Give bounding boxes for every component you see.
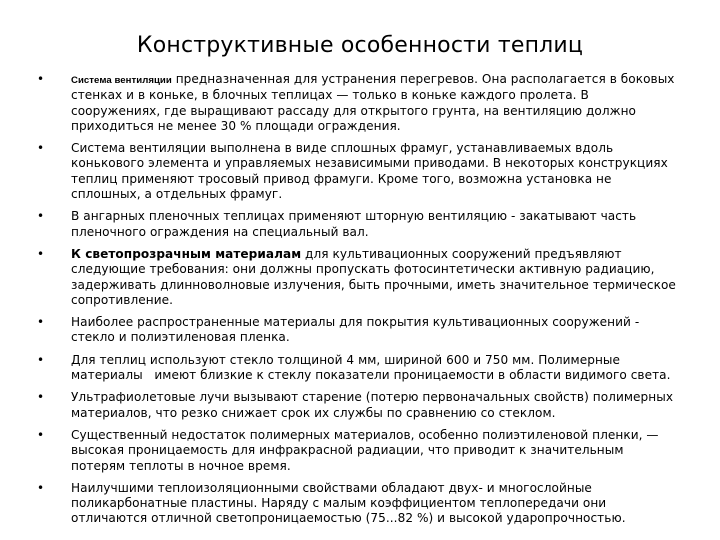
bullet-text: Наилучшими теплоизоляционными свойствами обладают двух- и многослойные поликарбонатные пластины. Наряду с малым коэффициентом теплопередачи они отличаются отличной светопроницаемостью (75...82 %) и высокой ударопрочностью.: [71, 480, 626, 526]
bullet-lead: К светопрозрачным материалам: [71, 246, 302, 261]
bullet-text: Существенный недостаток полимерных материалов, особенно полиэтиленовой пленки, — высокая проницаемость для инфракрасной радиации, что приводит к значительным потерям теплоты в ночное время.: [71, 427, 659, 473]
bullet-item-uv-aging: [37, 390, 677, 421]
bullet-marker: •: [37, 427, 45, 442]
bullet-item-ventilation-system: [37, 72, 677, 134]
slide-title: Конструктивные особенности теплиц: [136, 33, 584, 58]
bullet-list: [37, 72, 677, 534]
bullet-item-glass-spec: [37, 353, 677, 384]
bullet-marker: •: [37, 480, 45, 495]
bullet-text: предназначенная для устранения перегревов. Она располагается в боковых стенках и в коньке, в блочных теплицах — только в коньке каждого пролета. В сооружениях, где выращивают рассаду для открытого грунта, на вентиляцию должно приходиться не менее 30 % площади ограждения.: [71, 72, 675, 133]
bullet-marker: •: [37, 352, 45, 367]
bullet-item-transparent-materials: [37, 247, 677, 308]
bullet-marker: •: [37, 141, 45, 156]
bullet-item-common-materials: [37, 315, 677, 346]
bullet-lead: Система вентиляции: [71, 75, 172, 86]
bullet-text: Ультрафиолетовые лучи вызывают старение (потерю первоначальных свойств) полимерных материалов, что резко снижает срок их службы по сравнению со стеклом.: [71, 390, 674, 420]
bullet-marker: •: [37, 72, 45, 86]
bullet-marker: •: [37, 390, 45, 405]
bullet-text: для культивационных сооружений предъявляют следующие требования: они должны пропускать фотосинтетически активную радиацию, задерживать длинноволновые излучения, быть прочными, иметь значительное термическое сопротивление.: [71, 246, 676, 307]
bullet-marker: •: [37, 246, 45, 261]
bullet-item-polycarbonate: [37, 481, 677, 527]
bullet-item-curtain-ventilation: [37, 209, 677, 240]
bullet-text: Для теплиц используют стекло толщиной 4 мм, шириной 600 и 750 мм. Полимерные материалы имеют близкие к стеклу показатели проницаемости в области видимого света.: [71, 352, 671, 383]
bullet-marker: •: [37, 315, 45, 330]
bullet-text: Система вентиляции выполнена в виде сплошных фрамуг, устанавливаемых вдоль конькового элемента и управляемых независимыми приводами. В некоторых конструкциях теплиц применяют тросовый привод фрамуги. Кроме того, возможна установка не сплошных, а отдельных фрамуг.: [71, 141, 668, 202]
bullet-marker: •: [37, 209, 45, 224]
bullet-item-infrared-drawback: [37, 428, 677, 474]
bullet-item-transoms: [37, 141, 677, 202]
bullet-text: В ангарных пленочных теплицах применяют шторную вентиляцию - закатывают часть пленочного ограждения на специальный вал.: [71, 209, 637, 239]
bullet-text: Наиболее распространенные материалы для покрытия культивационных сооружений - стекло и полиэтиленовая пленка.: [71, 315, 640, 345]
